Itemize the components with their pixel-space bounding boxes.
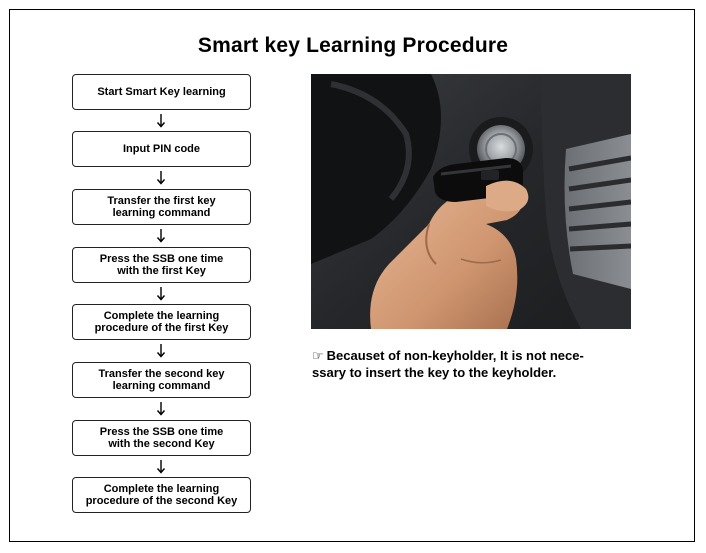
pointing-hand-icon: ☞	[312, 348, 324, 363]
step-input-pin	[72, 131, 251, 167]
step-press-ssb-second	[72, 420, 251, 456]
smart-key-photo	[311, 74, 631, 329]
step-label-line2: learning command	[112, 380, 211, 392]
step-start-learning	[72, 74, 251, 110]
arrow-down-icon	[155, 114, 167, 128]
step-label-line1: Transfer the first key	[107, 195, 216, 207]
step-label-line1: Press the SSB one time	[99, 253, 224, 265]
arrow-down-icon	[155, 460, 167, 474]
arrow-down-icon	[155, 229, 167, 243]
note-line2: ssary to insert the key to the keyholder.	[312, 365, 557, 380]
step-complete-first	[72, 304, 251, 340]
arrow-down-icon	[155, 402, 167, 416]
step-label-line2: with the first Key	[117, 265, 206, 277]
step-press-ssb-first	[72, 247, 251, 283]
step-complete-second	[72, 477, 251, 513]
arrow-down-icon	[155, 344, 167, 358]
step-label-line1: Start Smart Key learning	[97, 86, 226, 98]
step-label-line2: with the second Key	[108, 438, 215, 450]
step-label-line1: Press the SSB one time	[99, 426, 224, 438]
arrow-down-icon	[155, 171, 167, 185]
step-transfer-second-key	[72, 362, 251, 398]
page-title: Smart key Learning Procedure	[197, 34, 509, 57]
step-label-line1: Input PIN code	[123, 143, 200, 155]
note-text	[312, 347, 642, 381]
step-label-line1: Complete the learning	[103, 310, 220, 322]
note-line1: Becauset of non-keyholder, It is not nece-	[326, 348, 584, 363]
step-label-line1: Complete the learning	[103, 483, 220, 495]
step-label-line2: procedure of the second Key	[85, 495, 238, 507]
arrow-down-icon	[155, 287, 167, 301]
step-label-line2: learning command	[112, 207, 211, 219]
step-label-line2: procedure of the first Key	[94, 322, 229, 334]
step-label-line1: Transfer the second key	[98, 368, 225, 380]
step-transfer-first-key	[72, 189, 251, 225]
